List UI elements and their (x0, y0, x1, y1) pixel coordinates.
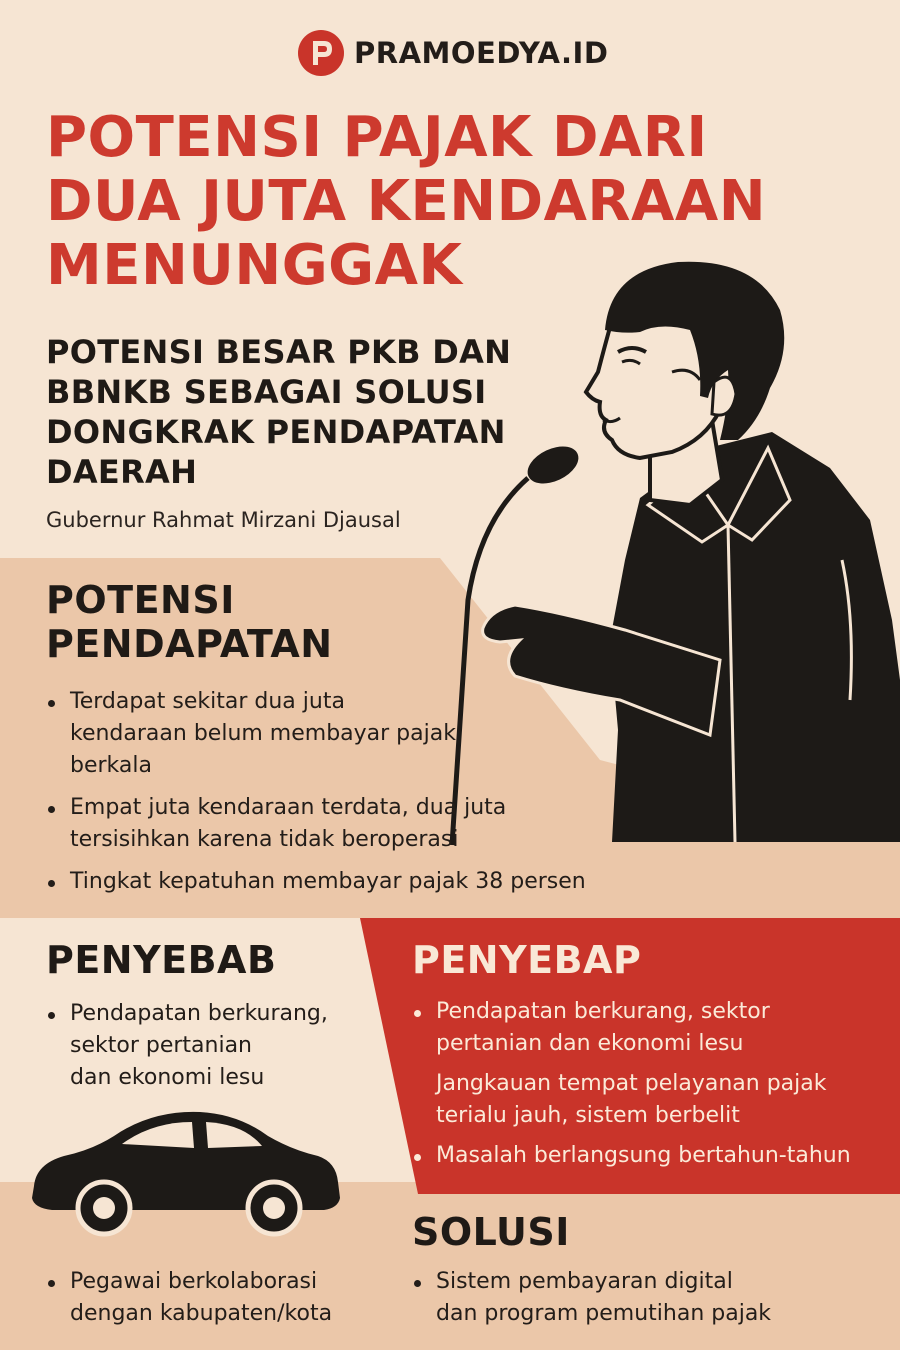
list-item (46, 866, 646, 898)
potensi-list (46, 686, 646, 908)
list-item-line: Pegawai berkolaborasi (70, 1269, 318, 1294)
subtitle-line: BBNKB SEBAGAI SOLUSI (46, 373, 487, 411)
subtitle-line: POTENSI BESAR PKB DAN (46, 333, 512, 371)
list-item-line: tersisihkan karena tidak beroperasi (70, 827, 459, 852)
list-item (46, 686, 646, 782)
brand-logo (298, 30, 608, 76)
p-logo-icon (298, 30, 344, 76)
list-item-line: Pendapatan berkurang, (70, 1001, 328, 1026)
list-item (412, 996, 892, 1060)
list-item-line: pertanian dan ekonomi lesu (436, 1031, 744, 1056)
car-silhouette-icon (22, 1098, 352, 1238)
list-item-line: dan ekonomi lesu (70, 1065, 265, 1090)
solusi-right-list (412, 1266, 882, 1330)
penyebap-list (412, 996, 892, 1180)
title-line: MENUNGGAK (46, 233, 463, 298)
list-item-line: Masalah berlangsung bertahun-tahun (436, 1143, 851, 1168)
brand-name: PRAMOEDYA.ID (354, 36, 609, 70)
penyebab-list (46, 998, 376, 1094)
list-item (412, 1068, 892, 1132)
heading-line: PENDAPATAN (46, 622, 333, 666)
title-line: DUA JUTA KENDARAAN (46, 169, 767, 234)
solusi-heading: SOLUSI (412, 1210, 570, 1254)
list-item (412, 1140, 892, 1172)
attribution: Gubernur Rahmat Mirzani Djausal (46, 508, 401, 532)
list-item-line: dan program pemutihan pajak (436, 1301, 772, 1326)
list-item-line: Sistem pembayaran digital (436, 1269, 733, 1294)
potensi-heading (46, 578, 333, 666)
penyebab-heading: PENYEBAB (46, 938, 277, 982)
heading-line: POTENSI (46, 578, 235, 622)
list-item (412, 1266, 882, 1330)
solusi-left-list (46, 1266, 406, 1330)
list-item-line: terialu jauh, sistem berbelit (436, 1103, 740, 1128)
list-item-line: Pendapatan berkurang, sektor (436, 999, 770, 1024)
list-item-line: dengan kabupaten/kota (70, 1301, 333, 1326)
list-item-line: berkala (70, 753, 152, 778)
list-item (46, 792, 646, 856)
list-item-line: Jangkauan tempat pelayanan pajak (436, 1071, 827, 1096)
subtitle (46, 332, 566, 492)
list-item-line: Empat juta kendaraan terdata, dua juta (70, 795, 507, 820)
subtitle-line: DAERAH (46, 453, 198, 491)
title-line: POTENSI PAJAK DARI (46, 105, 708, 170)
list-item-line: kendaraan belum membayar pajak (70, 721, 456, 746)
list-item (46, 998, 376, 1094)
subtitle-line: DONGKRAK PENDAPATAN (46, 413, 506, 451)
penyebap-heading: PENYEBAP (412, 938, 642, 982)
page-title (46, 106, 886, 298)
list-item-line: sektor pertanian (70, 1033, 252, 1058)
list-item-line: Tingkat kepatuhan membayar pajak 38 persen (70, 869, 586, 894)
list-item-line: Terdapat sekitar dua juta (70, 689, 345, 714)
list-item (46, 1266, 406, 1330)
